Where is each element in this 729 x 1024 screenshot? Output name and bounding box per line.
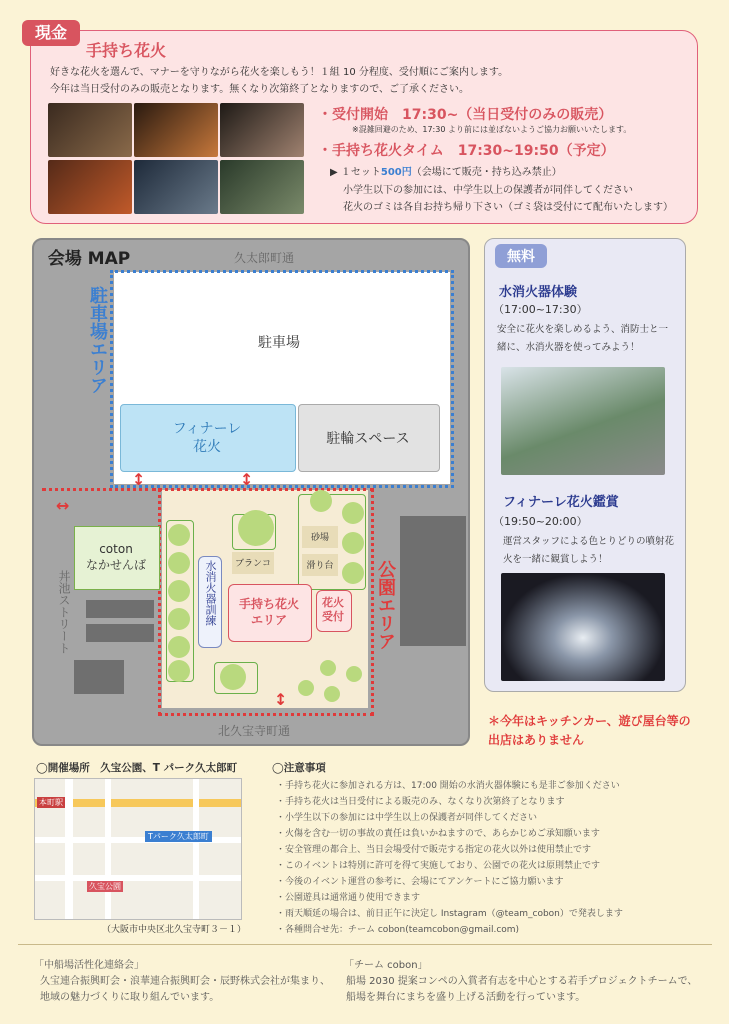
- note-item: ・手持ち花火に参加される方は、17:00 開始の水消火器体験にも是非ご参加ください: [276, 781, 620, 791]
- free-section: [484, 238, 686, 692]
- note-item: ・雨天順延の場合は、前日正午に決定し Instagram（@team_cobon）で発表します: [276, 909, 623, 919]
- reception-note: ※混雑回避のため、17:30 より前には並ばないようご協力お願いいたします。: [352, 125, 632, 134]
- ext-title: 水消火器体験: [499, 285, 578, 300]
- note-item: ・今後のイベント運営の参考に、会場にてアンケートにご協力願います: [276, 877, 564, 887]
- tree: [220, 664, 246, 690]
- bike-label: 駐輪スペース: [326, 431, 410, 447]
- cash-desc-2: 今年は当日受付のみの販売となります。無くなり次第終了となりますので、ご了承ください。: [50, 84, 469, 95]
- tree: [342, 502, 364, 524]
- finale-photo: [501, 573, 665, 681]
- footer-right-text: 船場 2030 提案コンペの入賞者有志を中心とする若手プロジェクトチームで、船場を舞台にまちを盛り上げる活動を行っています。: [346, 976, 698, 1003]
- set-suffix: （会場にて販売・持ち込み禁止）: [411, 167, 562, 178]
- photo-3: [220, 103, 304, 157]
- tree: [168, 608, 190, 630]
- swing-label: ブランコ: [234, 559, 271, 569]
- finale-desc: 運営スタッフによる色とりどりの噴射花火を一緒に観賞しよう！: [503, 536, 675, 565]
- tree: [168, 552, 190, 574]
- tree: [346, 666, 362, 682]
- road-top: 久太郎町通: [233, 251, 294, 265]
- tree: [168, 580, 190, 602]
- notes-title: ◯注意事項: [272, 762, 326, 774]
- photo-2: [134, 103, 218, 157]
- tree: [310, 490, 332, 512]
- kitchen-note: ＊今年はキッチンカー、遊び屋台等の出店はありません: [488, 714, 691, 747]
- note-item: ・公園遊具は通常通り使用できます: [276, 893, 421, 903]
- ext-desc: 安全に花火を楽しめるよう、消防士と一緒に、水消火器を使ってみよう！: [497, 324, 669, 353]
- arrow-icon: ↕: [132, 470, 146, 489]
- parking-label: 駐車場: [258, 335, 300, 351]
- parking-area-label: 駐車場エリア: [87, 286, 108, 394]
- note-item: ・安全管理の都合上、当日会場受付で販売する指定の花火以外は使用禁止です: [276, 845, 592, 855]
- note-item: ・手持ち花火は当日受付による販売のみ、なくなり次第終了となります: [276, 797, 565, 807]
- notes-list: [276, 778, 716, 938]
- footer-right-title: 「チーム cobon」: [344, 960, 428, 971]
- road-bottom: 北久宝寺町通: [217, 724, 290, 738]
- venue-title: ◯開催場所 久宝公園、T パーク久太郎町: [36, 762, 238, 774]
- set-price: 500円: [380, 167, 412, 178]
- tree: [342, 562, 364, 584]
- cash-tag: 現金: [22, 20, 80, 46]
- set-prefix: ▶ １セット: [330, 167, 381, 178]
- map-title: 会場 MAP: [47, 249, 131, 269]
- handheld-fireworks-title: 手持ち花火: [86, 41, 167, 60]
- note-item: ・小学生以下の参加には中学生以上の保護者が同伴してください: [276, 813, 538, 823]
- arrow-icon: ↔: [56, 496, 70, 515]
- coton-label: coton なかせんば: [85, 542, 146, 572]
- tree: [168, 524, 190, 546]
- finale-label: フィナーレ 花火: [172, 421, 242, 455]
- finale-title: フィナーレ花火鑑賞: [503, 495, 619, 510]
- sand-label: 砂場: [310, 533, 329, 543]
- park-area-label: 公園エリア: [375, 560, 396, 650]
- arrow-icon: ↕: [240, 470, 254, 489]
- location-map: [34, 778, 242, 920]
- tree: [324, 686, 340, 702]
- note-item: ・各種問合せ先：チーム cobon(teamcobon@gmail.com): [276, 925, 520, 935]
- photo-6: [220, 160, 304, 214]
- park-map-label: 久宝公園: [89, 882, 121, 891]
- tree: [238, 510, 274, 546]
- photo-4: [48, 160, 132, 214]
- cash-desc-1: 好きな花火を選んで、マナーを守りながら花火を楽しもう！１組 10 分程度、受付順にご案内します。: [50, 67, 509, 78]
- road-left: 丼池ストリート: [57, 570, 71, 654]
- footer-divider: [18, 944, 712, 945]
- ext-photo: [501, 367, 665, 475]
- note-item: ・火傷を含む一切の事故の責任は負いかねますので、あらかじめご承知願います: [276, 829, 600, 839]
- set-price-line: [330, 163, 562, 178]
- reception-zone-label: 花火 受付: [322, 596, 344, 623]
- venue-map: [32, 238, 470, 746]
- photo-1: [48, 103, 132, 157]
- rule-2: 花火のゴミは各自お持ち帰り下さい（ゴミ袋は受付にて配布いたします）: [343, 202, 673, 213]
- tree: [298, 680, 314, 696]
- extinguisher-label: 水消火器訓練: [204, 560, 217, 626]
- tree: [342, 532, 364, 554]
- slide-label: 滑り台: [306, 561, 334, 571]
- tpark-label: Tパーク久太郎町: [145, 831, 212, 842]
- tree: [320, 660, 336, 676]
- footer-left-text: 久宝連合振興町会・浪華連合振興町会・辰野株式会社が集まり、地域の魅力づくりに取り組んでいます。: [40, 976, 330, 1003]
- tree: [168, 660, 190, 682]
- finale-time: （19:50~20:00）: [493, 515, 588, 528]
- fireworks-time: ・手持ち花火タイム 17:30~19:50（予定）: [318, 143, 615, 159]
- free-tag: 無料: [495, 244, 547, 268]
- station-label: 本町駅: [39, 798, 63, 807]
- footer-left-title: 「中船場活性化連絡会」: [34, 960, 144, 971]
- photo-5: [134, 160, 218, 214]
- rule-1: 小学生以下の参加には、中学生以上の保護者が同伴してください: [343, 185, 633, 196]
- reception-start: ・受付開始 17:30~（当日受付のみの販売）: [318, 107, 613, 123]
- tree: [168, 636, 190, 658]
- venue-address: （大阪市中央区北久宝寺町３－１）: [102, 925, 247, 935]
- handheld-zone-label: 手持ち花火 エリア: [238, 597, 299, 627]
- arrow-icon: ↕: [274, 690, 288, 709]
- note-item: ・このイベントは特別に許可を得て実施しており、公園での花火は原則禁止です: [276, 861, 601, 871]
- ext-time: （17:00~17:30）: [493, 303, 588, 316]
